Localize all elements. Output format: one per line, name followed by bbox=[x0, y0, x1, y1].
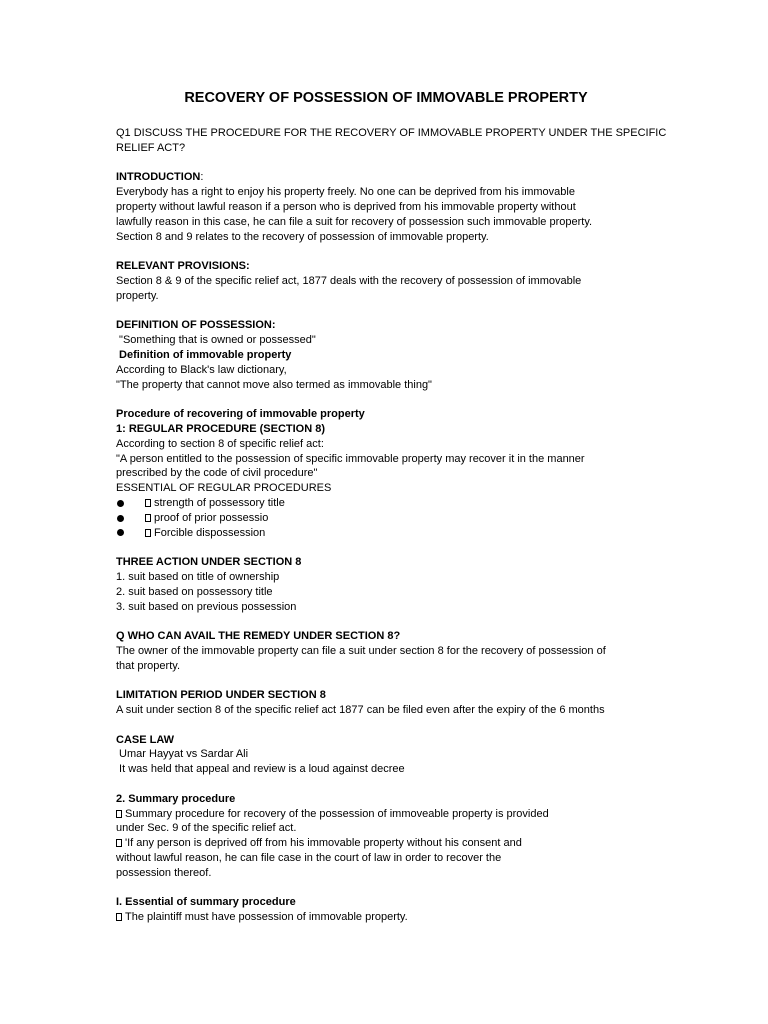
case-law-heading: CASE LAW bbox=[116, 733, 175, 746]
bullet-dot-icon bbox=[117, 529, 124, 536]
summary-line-4: without lawful reason, he can file case in the court of law in order to recover the bbox=[116, 852, 502, 865]
bullet-item-label: strength of possessory title bbox=[154, 496, 285, 509]
three-action-item-3: 3. suit based on previous possession bbox=[116, 600, 297, 613]
bullet-dot-icon bbox=[117, 500, 124, 507]
blacks-quote: "The property that cannot move also termed as immovable thing" bbox=[116, 378, 432, 391]
blacks-dictionary-line: According to Black's law dictionary, bbox=[116, 363, 287, 376]
procedure-heading: Procedure of recovering of immovable property bbox=[116, 408, 365, 421]
regular-procedure-line-2: "A person entitled to the possession of specific immovable property may recover it in the manner bbox=[116, 452, 585, 465]
document-page bbox=[116, 88, 667, 925]
introduction-line-1: Everybody has a right to enjoy his property freely. No one can be deprived from his immovable bbox=[116, 186, 575, 199]
essential-summary-line: The plaintiff must have possession of immovable property. bbox=[116, 910, 656, 925]
regular-procedure-line-1: According to section 8 of specific relief act: bbox=[116, 437, 324, 450]
three-action-item-2: 2. suit based on possessory title bbox=[116, 585, 273, 598]
regular-procedure-heading: 1: REGULAR PROCEDURE (SECTION 8) bbox=[116, 422, 326, 435]
regular-procedure-line-3: prescribed by the code of civil procedure" bbox=[116, 467, 318, 480]
essential-summary-heading: I. Essential of summary procedure bbox=[116, 896, 296, 909]
who-can-avail-heading: Q WHO CAN AVAIL THE REMEDY UNDER SECTION 8? bbox=[116, 630, 401, 643]
summary-line-3: 'If any person is deprived off from his immovable property without his consent and bbox=[116, 836, 656, 851]
three-action-heading: THREE ACTION UNDER SECTION 8 bbox=[116, 556, 302, 569]
relevant-provisions-heading: RELEVANT PROVISIONS: bbox=[116, 260, 250, 273]
missing-glyph-icon bbox=[145, 529, 151, 537]
missing-glyph-icon bbox=[116, 913, 122, 921]
introduction-heading: INTRODUCTION bbox=[116, 171, 201, 184]
question-1-line-1: Q1 DISCUSS THE PROCEDURE FOR THE RECOVERY OF IMMOVABLE PROPERTY UNDER THE SPECIFIC bbox=[116, 127, 667, 139]
question-1-line-2: RELIEF ACT? bbox=[116, 141, 186, 154]
immovable-definition-heading: Definition of immovable property bbox=[116, 348, 292, 361]
summary-line-2: under Sec. 9 of the specific relief act. bbox=[116, 822, 297, 835]
missing-glyph-icon bbox=[116, 810, 122, 818]
introduction-line-2: property without lawful reason if a person who is deprived from his immovable property without bbox=[116, 200, 576, 213]
case-law-line-2: It was held that appeal and review is a loud against decree bbox=[116, 763, 405, 776]
relevant-provisions-line-2: property. bbox=[116, 289, 159, 302]
introduction-heading-row bbox=[116, 170, 656, 185]
missing-glyph-icon bbox=[145, 499, 151, 507]
case-law-line-1: Umar Hayyat vs Sardar Ali bbox=[116, 748, 249, 761]
introduction-colon: : bbox=[200, 171, 204, 184]
bullet-item bbox=[116, 511, 656, 526]
bullet-item-label: proof of prior possessio bbox=[154, 511, 269, 524]
summary-line-5: possession thereof. bbox=[116, 866, 212, 879]
limitation-line: A suit under section 8 of the specific relief act 1877 can be filed even after the expiry of the 6 months bbox=[116, 704, 605, 717]
definition-quote: "Something that is owned or possessed" bbox=[116, 334, 316, 347]
bullet-dot-icon bbox=[117, 515, 124, 522]
three-action-item-1: 1. suit based on title of ownership bbox=[116, 570, 280, 583]
summary-line-1: Summary procedure for recovery of the possession of immoveable property is provided bbox=[116, 807, 656, 822]
page-title: RECOVERY OF POSSESSION OF IMMOVABLE PROPERTY bbox=[184, 90, 588, 106]
introduction-line-3: lawfully reason in this case, he can file a suit for recovery of possession such immovable property. bbox=[116, 215, 593, 228]
bullet-item bbox=[116, 526, 656, 541]
missing-glyph-icon bbox=[145, 514, 151, 522]
introduction-line-4: Section 8 and 9 relates to the recovery of possession of immovable property. bbox=[116, 230, 489, 243]
bullet-item bbox=[116, 496, 656, 511]
missing-glyph-icon bbox=[116, 839, 122, 847]
regular-procedure-line-4: ESSENTIAL OF REGULAR PROCEDURES bbox=[116, 482, 332, 495]
bullet-item-label: Forcible dispossession bbox=[154, 526, 266, 539]
summary-procedure-heading: 2. Summary procedure bbox=[116, 792, 236, 805]
who-can-avail-line-2: that property. bbox=[116, 659, 180, 672]
who-can-avail-line-1: The owner of the immovable property can file a suit under section 8 for the recovery of possession of bbox=[116, 644, 606, 657]
limitation-heading: LIMITATION PERIOD UNDER SECTION 8 bbox=[116, 689, 326, 702]
definition-heading: DEFINITION OF POSSESSION: bbox=[116, 319, 276, 332]
relevant-provisions-line-1: Section 8 & 9 of the specific relief act, 1877 deals with the recovery of possession of immovable bbox=[116, 274, 582, 287]
